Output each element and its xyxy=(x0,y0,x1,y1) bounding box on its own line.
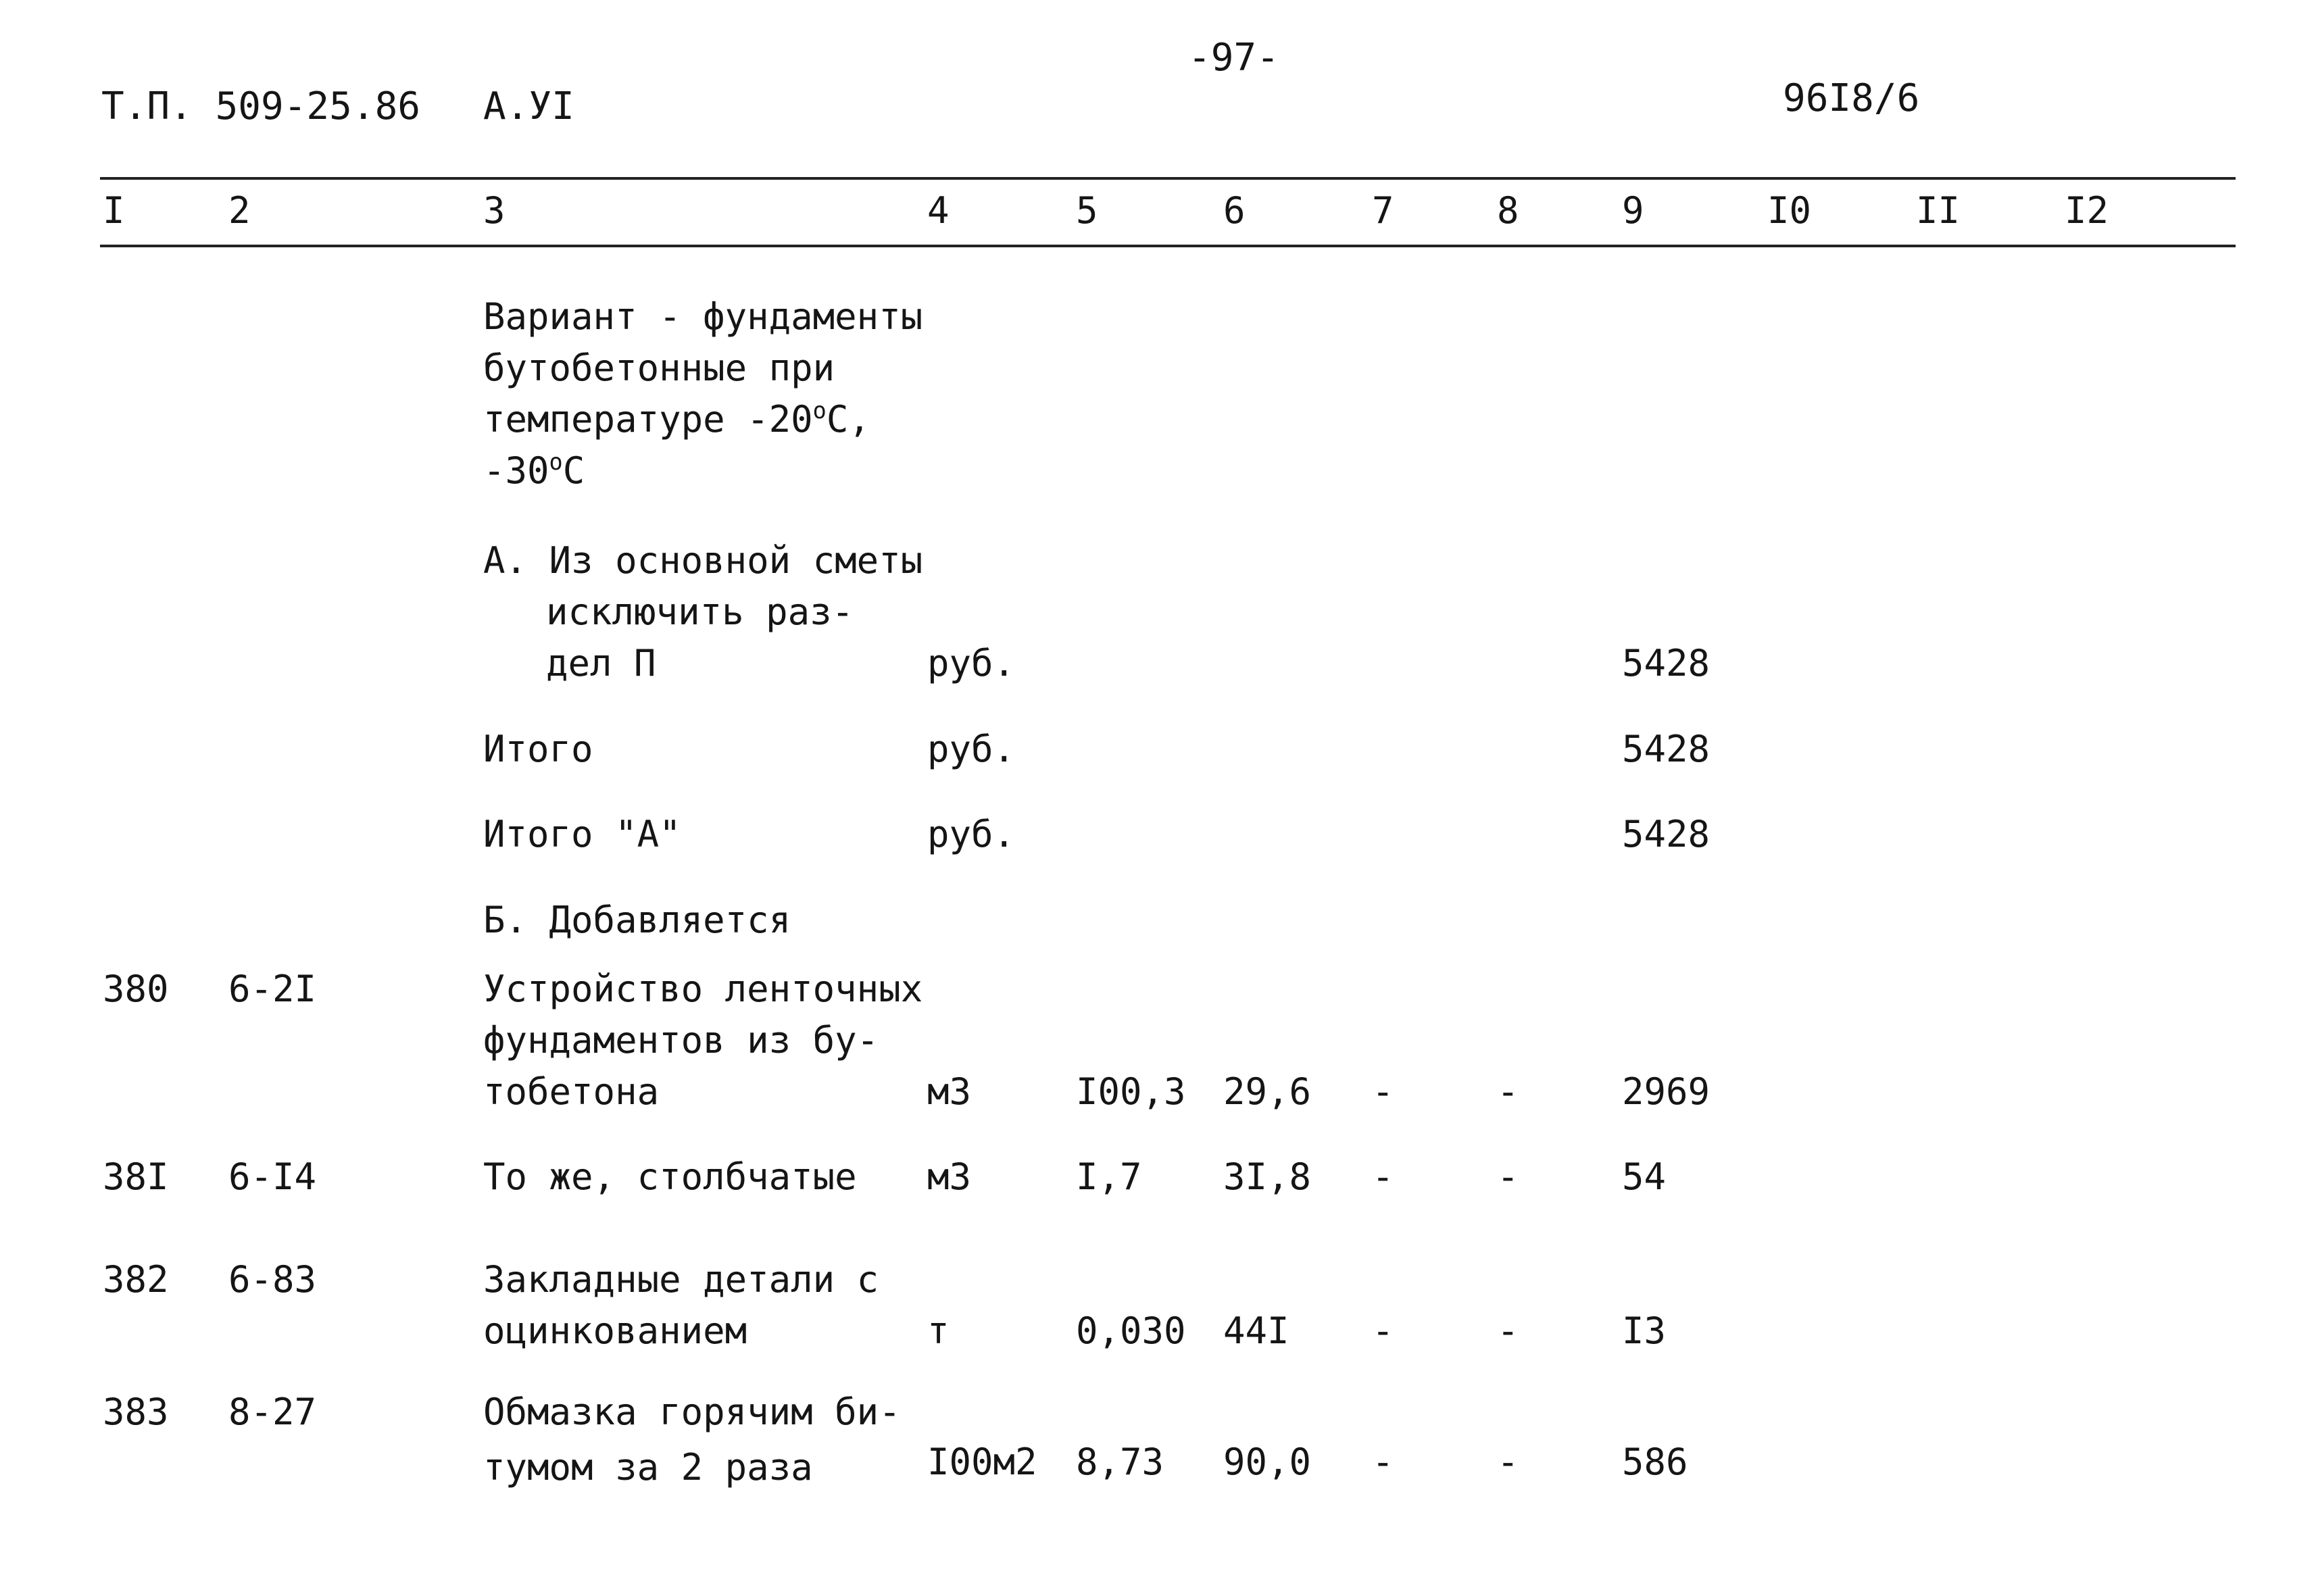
unit-cell: т xyxy=(927,1310,950,1352)
row-number: 382 xyxy=(103,1258,169,1301)
table-top-rule xyxy=(100,177,2236,180)
unit-cell: м3 xyxy=(927,1155,972,1198)
column-header: 3 xyxy=(483,189,506,232)
total-cell: 5428 xyxy=(1622,642,1710,684)
price-cell: 44I xyxy=(1223,1310,1289,1352)
total-cell: 54 xyxy=(1622,1155,1667,1198)
unit-cell: руб. xyxy=(927,642,1016,684)
column-header: 8 xyxy=(1497,189,1519,232)
column-header: I0 xyxy=(1767,189,1812,232)
dash-cell: - xyxy=(1497,1441,1519,1483)
column-header: 9 xyxy=(1622,189,1644,232)
total-cell: 5428 xyxy=(1622,728,1710,770)
row-number: 383 xyxy=(103,1391,169,1433)
variant-line: бутобетонные при xyxy=(483,347,835,389)
row-number: 380 xyxy=(103,968,169,1010)
section-a-line: А. Из основной сметы xyxy=(483,539,923,582)
row-description: То же, столбчатые xyxy=(483,1155,857,1198)
row-description: тумом за 2 раза xyxy=(483,1446,813,1489)
column-header: II xyxy=(1916,189,1961,232)
dash-cell: - xyxy=(1497,1070,1519,1113)
column-header: I xyxy=(103,189,125,232)
dash-cell: - xyxy=(1372,1070,1394,1113)
row-description: оцинкованием xyxy=(483,1310,747,1352)
total-cell: 5428 xyxy=(1622,813,1710,855)
price-cell: 90,0 xyxy=(1223,1441,1312,1483)
unit-cell: I00м2 xyxy=(927,1441,1037,1483)
quantity-cell: 0,030 xyxy=(1076,1310,1186,1352)
row-code: 6-2I xyxy=(228,968,317,1010)
variant-line: $-30^оС$ xyxy=(483,448,585,492)
project-code: Т.П. 509-25.86 xyxy=(101,84,421,128)
price-cell: 3I,8 xyxy=(1223,1155,1312,1198)
row-description: Устройство ленточных xyxy=(483,968,923,1010)
row-code: 8-27 xyxy=(228,1391,317,1433)
price-cell: 29,6 xyxy=(1223,1070,1312,1113)
column-header: 4 xyxy=(927,189,950,232)
table-header-rule xyxy=(100,245,2236,247)
album-code: А.УI xyxy=(483,84,574,128)
column-header: 7 xyxy=(1372,189,1394,232)
column-header: I2 xyxy=(2065,189,2109,232)
section-a-line: исключить раз- xyxy=(546,591,854,633)
column-header: 5 xyxy=(1076,189,1098,232)
column-header: 2 xyxy=(228,189,251,232)
quantity-cell: 8,73 xyxy=(1076,1441,1164,1483)
row-description: Обмазка горячим би- xyxy=(483,1391,901,1433)
row-code: 6-I4 xyxy=(228,1155,317,1198)
dash-cell: - xyxy=(1372,1310,1394,1352)
total-cell: 586 xyxy=(1622,1441,1688,1483)
total-cell: I3 xyxy=(1622,1310,1667,1352)
section-b-heading: Б. Добавляется xyxy=(483,899,791,941)
variant-line: Вариант - фундаменты xyxy=(483,295,923,338)
dash-cell: - xyxy=(1497,1155,1519,1198)
dash-cell: - xyxy=(1372,1441,1394,1483)
variant-line: температуре $-20^оС$, xyxy=(483,397,870,441)
dash-cell: - xyxy=(1372,1155,1394,1198)
quantity-cell: I,7 xyxy=(1076,1155,1142,1198)
total-a-label: Итого "А" xyxy=(483,813,681,855)
row-description: тобетона xyxy=(483,1070,660,1113)
section-a-line: дел П xyxy=(546,642,656,684)
subtotal-label: Итого xyxy=(483,728,593,770)
page-number: -97- xyxy=(1188,36,1279,80)
row-description: фундаментов из бу- xyxy=(483,1019,879,1062)
total-cell: 2969 xyxy=(1622,1070,1710,1113)
unit-cell: руб. xyxy=(927,728,1016,770)
unit-cell: руб. xyxy=(927,813,1016,855)
row-description: Закладные детали с xyxy=(483,1258,879,1301)
row-code: 6-83 xyxy=(228,1258,317,1301)
sheet-number: 96I8/6 xyxy=(1783,76,1920,120)
quantity-cell: I00,3 xyxy=(1076,1070,1186,1113)
dash-cell: - xyxy=(1497,1310,1519,1352)
column-header: 6 xyxy=(1223,189,1246,232)
unit-cell: м3 xyxy=(927,1070,972,1113)
row-number: 38I xyxy=(103,1155,169,1198)
